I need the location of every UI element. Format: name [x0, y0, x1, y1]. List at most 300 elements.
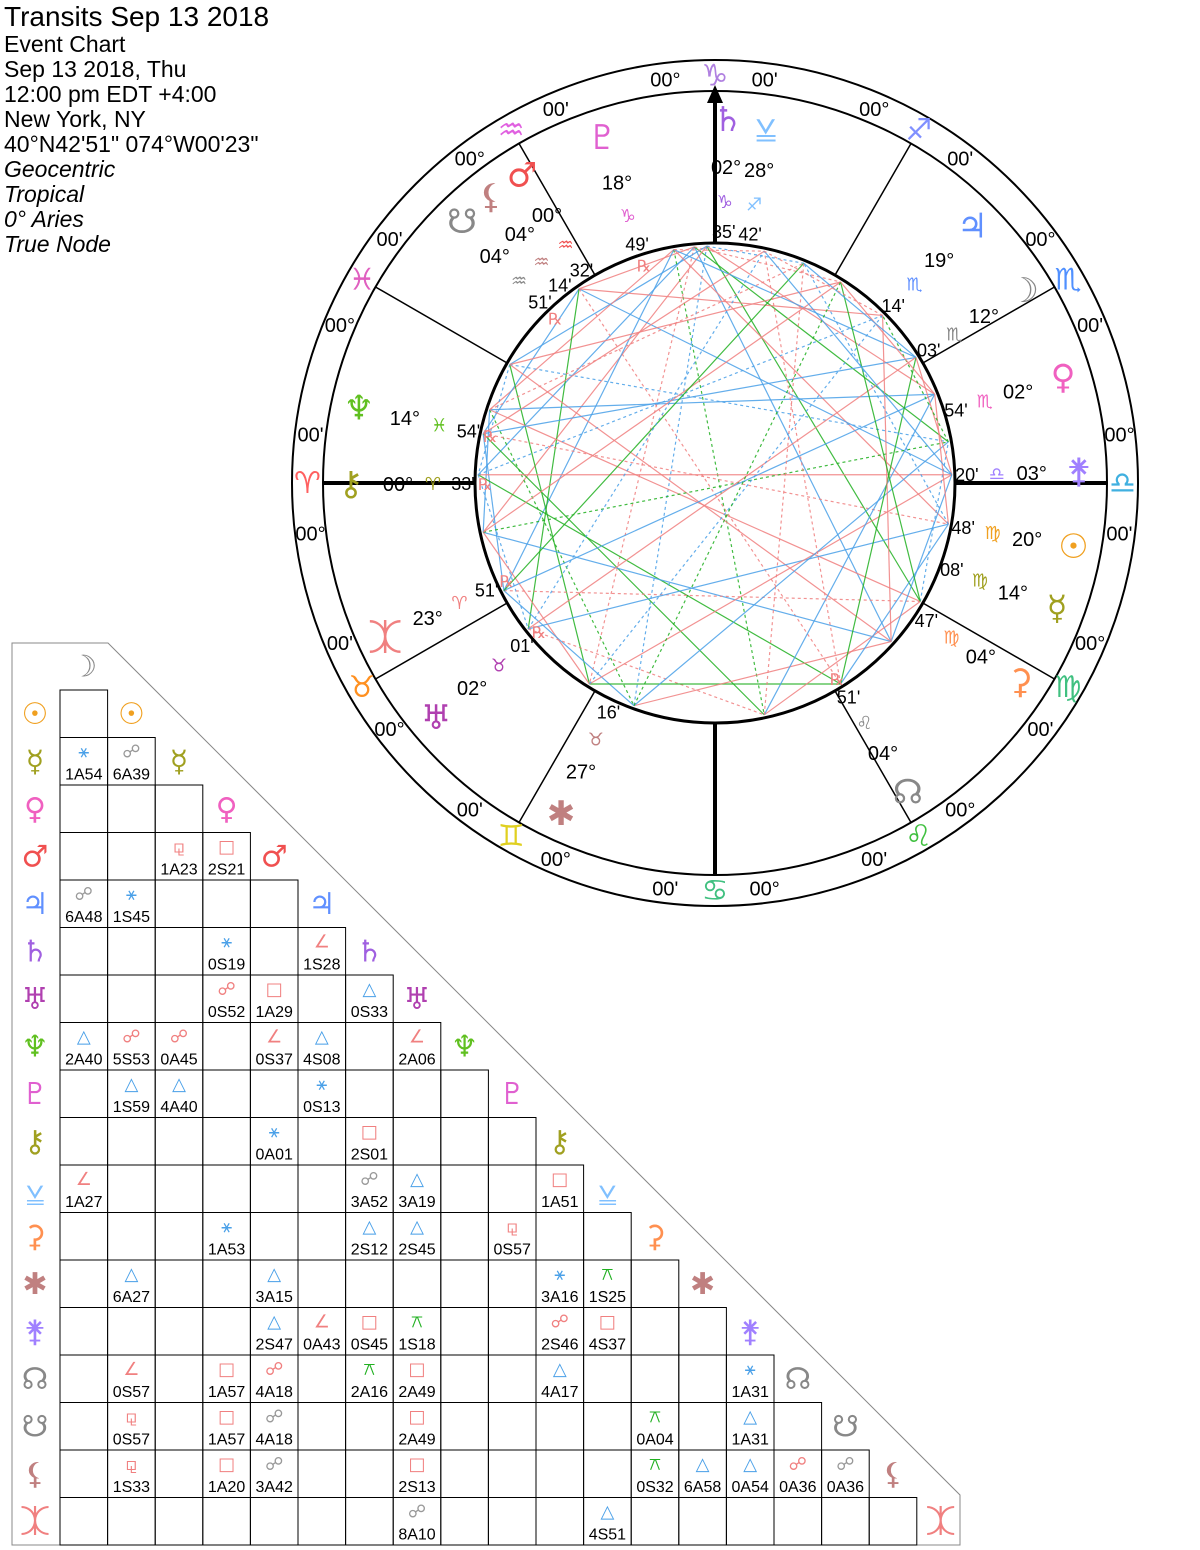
aspect-line [490, 410, 634, 706]
grid-cell [631, 1308, 679, 1356]
planet-minute: 51' [836, 687, 861, 708]
aspect-line [579, 289, 841, 684]
grid-cell [60, 928, 108, 976]
grid-aspect-orb: 3A52 [350, 1194, 389, 1211]
grid-aspect-symbol: △ [695, 1454, 710, 1475]
grid-cell [488, 1498, 536, 1546]
grid-cell [250, 1498, 298, 1546]
retrograde-marker: ℞ [548, 309, 563, 329]
grid-diagonal-glyph: ♂ [260, 839, 288, 875]
planet-degree: 04° [965, 646, 996, 669]
planet-glyph: ☉ [1058, 527, 1089, 568]
grid-aspect-symbol: ☍ [788, 1454, 807, 1475]
grid-row-glyph: ☊ [21, 1362, 49, 1397]
grid-cell [441, 1403, 489, 1451]
planet-minute: 48' [951, 517, 975, 538]
grid-cell [441, 1498, 489, 1546]
grid-aspect-orb: 1S25 [588, 1289, 627, 1306]
grid-aspect-orb: 0A54 [731, 1479, 769, 1496]
grid-aspect-symbol: ☍ [836, 1454, 855, 1475]
grid-aspect-orb: 2S01 [350, 1146, 389, 1164]
zodiac-cusp-minute: 00' [751, 69, 778, 92]
grid-cell [60, 1213, 108, 1261]
grid-cell [108, 928, 156, 976]
grid-aspect-orb: 3A42 [255, 1479, 293, 1496]
grid-aspect-symbol: ⚹ [125, 884, 137, 905]
grid-row-glyph: ⚸ [24, 1457, 46, 1492]
wheel-rings [292, 60, 1138, 906]
zodiac-cusp-minute: 00' [1027, 719, 1054, 742]
aspect-line [490, 394, 935, 410]
grid-row-glyph: ☉ [21, 697, 49, 732]
zodiac-cusp-degree: 00° [1074, 633, 1106, 656]
grid-aspect-symbol: ⚹ [78, 741, 90, 763]
zodiac-cusp-degree: 00° [295, 523, 326, 546]
grid-aspect-orb: 1S28 [303, 956, 341, 974]
grid-aspect-symbol: ⚹ [268, 1121, 280, 1143]
aspect-line [528, 357, 916, 629]
planet-sign: ♎ [988, 464, 1005, 486]
planet-sign: ♍ [943, 627, 960, 649]
grid-cell [631, 1260, 679, 1308]
grid-aspect-symbol: ⚼ [505, 1216, 519, 1238]
planet-sign: ♍ [971, 570, 989, 592]
planet-degree: 00° [531, 205, 563, 228]
grid-aspect-orb: 0S13 [303, 1099, 341, 1116]
zodiac-cusp-minute: 00' [456, 799, 483, 822]
grid-cell [488, 1260, 536, 1308]
zodiac-cusp-minute: 00' [542, 98, 569, 121]
grid-aspect-orb: 4A40 [160, 1099, 198, 1116]
grid-aspect-orb: 0S57 [112, 1384, 151, 1401]
grid-cell [298, 1498, 346, 1546]
grid-aspect-symbol: ⚹ [554, 1264, 566, 1285]
grid-cell [441, 1308, 489, 1356]
aspect-line [504, 591, 920, 602]
zodiac-sign-glyph: ♈ [294, 466, 321, 501]
setting-true-node: True Node [4, 231, 111, 257]
grid-cell [393, 1118, 441, 1166]
grid-cell [250, 1213, 298, 1261]
grid-cell [346, 1498, 394, 1546]
zodiac-cusp-minute: 00' [1106, 523, 1133, 546]
zodiac-sign-glyph: ♐ [905, 113, 933, 149]
planet-degree: 00° [382, 474, 414, 496]
grid-cell [155, 1355, 203, 1403]
grid-cell [536, 1403, 584, 1451]
planet-degree: 18° [601, 172, 633, 195]
grid-cell [679, 1355, 727, 1403]
grid-cell [155, 1403, 203, 1451]
grid-diagonal-glyph: ⚸ [882, 1457, 904, 1492]
grid-cell [346, 1023, 394, 1071]
grid-row-glyph: ♂ [21, 839, 49, 875]
planet-glyph: ⚵ [1066, 451, 1092, 492]
retrograde-marker: ℞ [482, 427, 498, 447]
aspect-line [528, 629, 764, 715]
grid-cell [679, 1308, 727, 1356]
grid-cell [584, 1213, 632, 1261]
grid-aspect-orb: 0A01 [255, 1146, 293, 1164]
planet-glyph: ♄ [712, 100, 743, 141]
planet-degree: 14° [389, 408, 421, 431]
planet-glyph: ⯰ [368, 617, 403, 658]
grid-aspect-symbol: △ [743, 1454, 758, 1475]
grid-cell [155, 880, 203, 928]
planet-minute: 20' [955, 465, 979, 486]
grid-cell [60, 833, 108, 881]
grid-aspect-symbol: ⚼ [172, 836, 186, 858]
aspect-line [841, 357, 916, 684]
grid-aspect-orb: 8A10 [398, 1526, 436, 1544]
zodiac-sign-glyph: ♎ [1109, 466, 1136, 501]
grid-row-glyph: ♄ [21, 934, 49, 970]
grid-cell [869, 1498, 917, 1546]
planet-sign: ♏ [976, 391, 993, 413]
planet-degree: 02° [1003, 381, 1034, 404]
grid-aspect-orb: 4S08 [303, 1051, 341, 1069]
grid-aspect-symbol: ⚻ [363, 1359, 376, 1380]
planet-minute: 54' [944, 400, 968, 421]
zodiac-cusp-degree: 00° [1025, 228, 1056, 251]
grid-diagonal-glyph: ⚷ [548, 1124, 571, 1160]
zodiac-cusp-minute: 00' [861, 849, 888, 872]
grid-row-glyph: ⯰ [19, 1504, 51, 1540]
aspect-line [483, 282, 840, 532]
planet-minute: 14' [548, 275, 572, 296]
planet-minute: 54' [456, 421, 481, 442]
planet-glyph: ⚷ [338, 464, 364, 504]
planet-degree: 04° [504, 224, 535, 247]
aspect-line [764, 251, 840, 684]
grid-aspect-symbol: □ [408, 1454, 426, 1475]
retrograde-marker: ℞ [531, 622, 546, 642]
grid-aspect-orb: 0A45 [160, 1051, 198, 1069]
grid-cell [155, 975, 203, 1023]
retrograde-marker: ℞ [477, 475, 493, 494]
grid-cell [108, 1165, 156, 1213]
planet-glyph: ✱ [546, 793, 576, 834]
grid-aspect-symbol: ☍ [265, 1359, 284, 1380]
grid-cell [536, 1498, 584, 1546]
setting-tropical: Tropical [4, 181, 85, 207]
grid-aspect-symbol: △ [362, 1216, 377, 1238]
grid-aspect-orb: 1A53 [207, 1241, 246, 1259]
grid-cell [60, 1450, 108, 1498]
grid-cell [203, 1118, 251, 1166]
grid-cell [393, 1260, 441, 1308]
grid-diagonal-glyph: ☋ [832, 1409, 859, 1445]
grid-aspect-symbol: ⚹ [221, 1216, 233, 1238]
planet-sign: ♈ [451, 593, 468, 615]
grid-aspect-symbol: ∠ [313, 931, 330, 953]
grid-cell [679, 1498, 727, 1546]
grid-cell [155, 1165, 203, 1213]
planet-sign: ♍ [984, 522, 1001, 544]
grid-cell [536, 1213, 584, 1261]
grid-aspect-symbol: △ [76, 1026, 91, 1048]
grid-cell [488, 1118, 536, 1166]
grid-cell [203, 1498, 251, 1546]
grid-aspect-orb: 6A27 [112, 1289, 151, 1306]
grid-row-glyph: ☿ [25, 744, 45, 780]
grid-row-glyph: ✱ [22, 1267, 48, 1302]
grid-cell [441, 1213, 489, 1261]
grid-diagonal-glyph: ♃ [308, 887, 336, 922]
grid-cell [203, 880, 251, 928]
grid-aspect-symbol: △ [410, 1169, 424, 1190]
grid-aspect-orb: 2S21 [207, 861, 246, 879]
grid-aspect-orb: 4A18 [255, 1384, 293, 1401]
grid-aspect-symbol: ☍ [360, 1169, 379, 1190]
grid-cell [726, 1498, 774, 1546]
grid-aspect-orb: 3A15 [255, 1289, 293, 1306]
zodiac-sign-glyph: ♌ [905, 818, 933, 854]
aspect-line [764, 394, 934, 715]
planet-minute: 33' [451, 474, 475, 494]
grid-aspect-orb: 0A04 [636, 1431, 674, 1449]
grid-aspect-orb: 0S57 [112, 1431, 151, 1449]
grid-cell [346, 1450, 394, 1498]
grid-cell [774, 1403, 822, 1451]
grid-aspect-symbol: ☍ [122, 1026, 141, 1048]
grid-aspect-symbol: △ [552, 1359, 567, 1380]
grid-diagonal-glyph: ⯰ [925, 1504, 956, 1540]
grid-aspect-symbol: □ [218, 1406, 236, 1428]
planet-sign: ♌ [856, 713, 873, 735]
grid-cell [679, 1403, 727, 1451]
grid-cell [60, 1308, 108, 1356]
grid-aspect-symbol: ⚼ [125, 1406, 138, 1428]
grid-cell [60, 1118, 108, 1166]
zodiac-cusp-degree: 00° [650, 69, 681, 92]
grid-cell [822, 1498, 870, 1546]
planet-sign: ♑ [716, 192, 733, 214]
grid-cell [298, 1450, 346, 1498]
grid-aspect-symbol: ☍ [122, 741, 141, 763]
aspect-line [841, 524, 949, 684]
grid-cell [393, 1070, 441, 1118]
grid-row-glyph: ♃ [21, 887, 49, 922]
planet-degree: 03° [1016, 462, 1047, 485]
grid-aspect-orb: 2S45 [398, 1241, 436, 1259]
planet-glyph: ⚸ [478, 177, 504, 218]
grid-aspect-orb: 0S52 [207, 1004, 246, 1021]
planet-sign: ♈ [424, 474, 442, 495]
planet-glyph: ♃ [957, 206, 988, 247]
grid-cell [298, 1260, 346, 1308]
zodiac-sign-glyph: ♓ [348, 262, 376, 298]
grid-aspect-orb: 2A49 [398, 1431, 436, 1449]
planet-glyph: ♂ [506, 155, 538, 196]
grid-cell [203, 1023, 251, 1071]
grid-cell [155, 928, 203, 976]
grid-cell [250, 1165, 298, 1213]
planet-degree: 02° [457, 677, 488, 700]
aspect-line [764, 251, 882, 315]
grid-aspect-symbol: □ [360, 1311, 378, 1333]
grid-aspect-orb: 0S45 [350, 1336, 389, 1354]
aspect-line [634, 282, 841, 706]
planet-sign: ♐ [746, 194, 763, 216]
planet-glyph: ☋ [447, 202, 478, 243]
grid-cell [155, 1498, 203, 1546]
planet-degree: 12° [968, 306, 999, 329]
zodiac-cusp-degree: 00° [859, 98, 890, 121]
grid-cell [108, 975, 156, 1023]
planet-degree: 19° [924, 249, 955, 272]
grid-diagonal-glyph: ☊ [784, 1362, 812, 1397]
planet-sign: ♉ [490, 655, 508, 677]
grid-cell [584, 1450, 632, 1498]
aspect-line [483, 434, 504, 591]
grid-cell [108, 1213, 156, 1261]
grid-row-glyph: ⚷ [24, 1124, 46, 1160]
aspect-line [490, 263, 804, 410]
grid-aspect-symbol: △ [410, 1216, 424, 1238]
setting-geocentric: Geocentric [4, 156, 116, 182]
grid-cell [584, 1355, 632, 1403]
grid-cell [298, 1355, 346, 1403]
aspect-line [483, 357, 916, 433]
grid-aspect-orb: 2S13 [398, 1479, 436, 1496]
zodiac-sign-glyph: ♒ [497, 113, 525, 149]
planet-glyph: ☊ [892, 772, 923, 813]
grid-aspect-orb: 0A36 [826, 1479, 865, 1496]
grid-cell [631, 1498, 679, 1546]
planet-minute: 01' [510, 635, 534, 656]
grid-cell [346, 1070, 394, 1118]
grid-cell [203, 1260, 251, 1308]
grid-cell [108, 1498, 156, 1546]
grid-aspect-symbol: □ [360, 1121, 378, 1143]
retrograde-marker: ℞ [636, 256, 652, 276]
zodiac-cusp-degree: 00° [324, 314, 356, 337]
grid-aspect-symbol: △ [172, 1074, 186, 1095]
grid-diagonal-glyph: ⚳ [644, 1219, 666, 1255]
grid-cell [155, 1308, 203, 1356]
grid-aspect-symbol: △ [267, 1311, 282, 1333]
chart-type: Event Chart [4, 31, 126, 57]
zodiac-cusp-degree: 00° [749, 878, 780, 901]
grid-aspect-orb: 4S37 [588, 1336, 627, 1354]
grid-cell [155, 1450, 203, 1498]
grid-aspect-symbol: □ [408, 1406, 426, 1428]
grid-diagonal-glyph: ♆ [451, 1029, 479, 1065]
planet-glyph: ♆ [343, 388, 375, 429]
grid-cell [488, 1165, 536, 1213]
grid-cell [298, 1213, 346, 1261]
grid-aspect-symbol: △ [743, 1406, 758, 1428]
grid-aspect-symbol: △ [362, 979, 377, 1000]
grid-cell [250, 1070, 298, 1118]
grid-cell [488, 1450, 536, 1498]
grid-aspect-symbol: △ [267, 1264, 282, 1285]
chart-title: Transits Sep 13 2018 [4, 1, 270, 32]
grid-aspect-orb: 0S57 [493, 1241, 531, 1259]
grid-aspect-symbol: ⚻ [411, 1311, 423, 1333]
planet-minute: 42' [738, 224, 762, 245]
planet-sign: ♉ [587, 729, 604, 751]
grid-aspect-symbol: □ [265, 979, 283, 1000]
grid-cell [298, 1403, 346, 1451]
grid-aspect-symbol: ☍ [217, 979, 236, 1000]
grid-aspect-symbol: △ [600, 1501, 615, 1523]
grid-aspect-orb: 4A18 [255, 1431, 293, 1449]
grid-diagonal-glyph: ☿ [169, 744, 189, 780]
grid-aspect-symbol: ☍ [74, 884, 93, 905]
house-cusp [376, 287, 508, 363]
grid-aspect-symbol: ∠ [313, 1311, 330, 1333]
grid-aspect-symbol: ⚻ [649, 1406, 661, 1428]
retrograde-marker: ℞ [829, 670, 845, 690]
house-cusp [835, 144, 911, 276]
grid-cell [155, 1260, 203, 1308]
grid-cell [298, 1118, 346, 1166]
grid-cell [108, 1308, 156, 1356]
zodiac-cusp-minute: 00' [326, 633, 353, 656]
grid-aspect-symbol: △ [314, 1026, 329, 1048]
planet-minute: 35' [712, 222, 736, 243]
grid-cell [203, 1070, 251, 1118]
grid-cell [346, 1260, 394, 1308]
grid-cell [203, 1308, 251, 1356]
aspect-grid [12, 643, 960, 1545]
grid-aspect-symbol: △ [124, 1264, 139, 1285]
grid-aspect-orb: 1A57 [207, 1431, 246, 1449]
planet-minute: 16' [596, 702, 621, 723]
zodiac-sign-glyph: ♍ [1054, 669, 1082, 705]
aspect-line [674, 250, 916, 358]
zodiac-sign-glyph: ♉ [348, 669, 376, 705]
grid-aspect-orb: 0S19 [207, 956, 246, 974]
grid-aspect-symbol: □ [218, 1454, 236, 1475]
grid-aspect-symbol: □ [408, 1359, 426, 1380]
zodiac-cusp-degree: 00° [945, 799, 976, 822]
grid-cell [60, 975, 108, 1023]
grid-diagonal-glyph: ♅ [403, 982, 431, 1017]
planet-sign: ♏ [946, 324, 963, 346]
aspect-line [510, 365, 949, 442]
grid-aspect-symbol: ⚼ [125, 1454, 138, 1475]
planet-glyph: ♀ [1050, 357, 1076, 398]
planet-degree: 28° [743, 160, 775, 183]
grid-diagonal-glyph: ♄ [355, 934, 383, 970]
grid-cell [584, 1403, 632, 1451]
grid-outline [12, 643, 960, 1545]
grid-aspect-orb: 1A29 [255, 1004, 293, 1021]
grid-diagonal-glyph: ♇ [498, 1077, 526, 1112]
zodiac-cusp-degree: 00° [454, 148, 485, 171]
zodiac-cusp-minute: 00' [1077, 314, 1104, 337]
aspect-line [589, 475, 951, 684]
grid-aspect-symbol: ☍ [407, 1501, 427, 1523]
grid-diagonal-glyph: ⩣ [598, 1172, 617, 1207]
planet-glyph: ⚳ [1007, 662, 1033, 703]
grid-cell [60, 1260, 108, 1308]
chart-place: New York, NY [4, 106, 146, 132]
grid-cell [774, 1498, 822, 1546]
zodiac-sign-glyph: ♏ [1054, 262, 1082, 298]
planet-minute: 49' [625, 234, 649, 255]
grid-aspect-orb: 1A27 [65, 1194, 103, 1211]
planet-minute: 47' [914, 611, 939, 632]
grid-cell [60, 1070, 108, 1118]
grid-row-glyph: ♆ [21, 1029, 49, 1065]
grid-cell [488, 1308, 536, 1356]
grid-aspect-orb: 4S51 [588, 1526, 627, 1544]
chart-date: Sep 13 2018, Thu [4, 56, 187, 82]
